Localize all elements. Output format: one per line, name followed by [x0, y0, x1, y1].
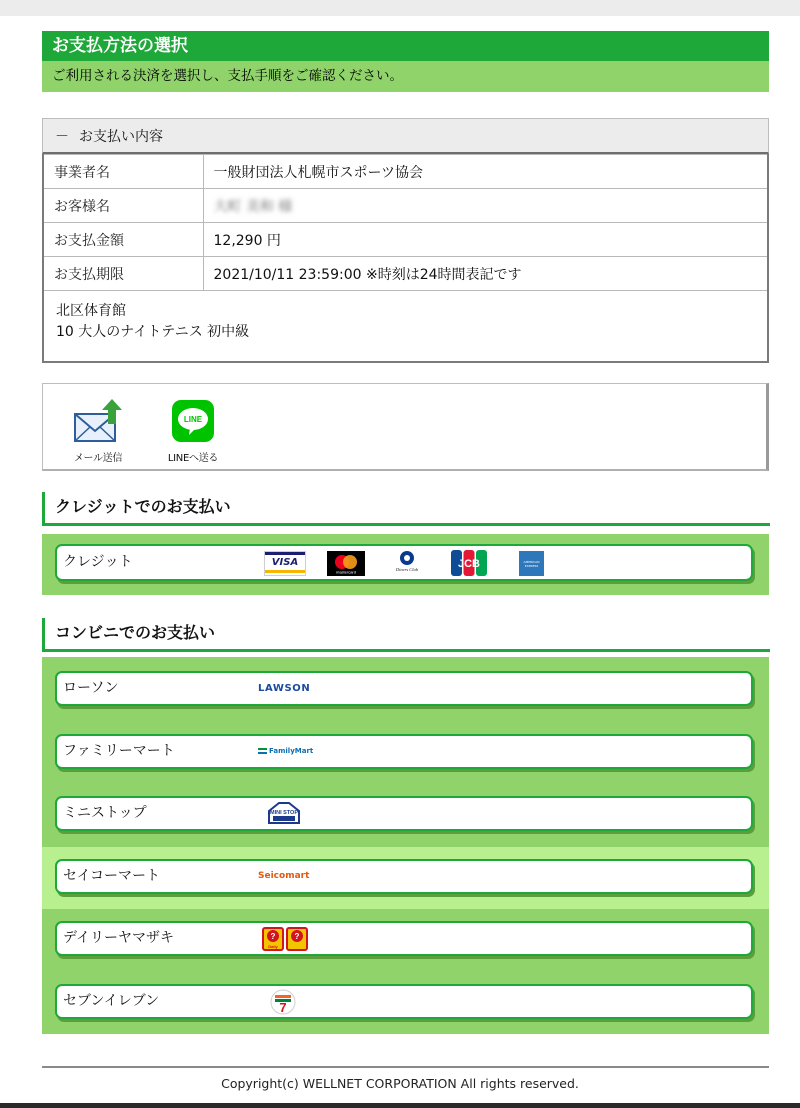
familymart-logo-text: FamilyMart [269, 747, 314, 755]
seicomart-button[interactable] [55, 859, 753, 894]
jcb-icon [451, 550, 487, 576]
payment-details-toggle[interactable] [42, 118, 769, 154]
jcb-logo [451, 550, 487, 576]
payment-details-table [42, 154, 769, 363]
row-label: お支払金額 [43, 223, 203, 257]
seveneleven-text: 7 [279, 1000, 287, 1015]
table-row [43, 291, 768, 362]
amex-logo: AMERICAN EXPRESS [519, 551, 544, 576]
page-title: お支払方法の選択 [42, 31, 769, 61]
footer-divider [42, 1066, 769, 1068]
mastercard-text: mastercard [335, 569, 357, 575]
seveneleven-label: セブンイレブン [63, 993, 160, 1009]
diners-logo [389, 549, 425, 577]
lawson-label: ローソン [63, 680, 119, 696]
dailyyamazaki-icon [262, 927, 308, 951]
line-icon [170, 398, 216, 444]
credit-section-title: クレジットでのお支払い [42, 492, 770, 526]
send-line-button[interactable] [158, 398, 228, 464]
merchant-name: 一般財団法人札幌市スポーツ協会 [203, 155, 768, 189]
lawson-button[interactable] [55, 671, 753, 706]
convenience-section-title: コンビニでのお支払い [42, 618, 770, 652]
row-label: お客様名 [43, 189, 203, 223]
dailyyamazaki-logo [262, 927, 308, 951]
table-row [43, 223, 768, 257]
mastercard-icon [327, 551, 365, 576]
daily-text: Daily [268, 944, 278, 949]
table-row [43, 257, 768, 291]
dailyyamazaki-label: デイリーヤマザキ [63, 930, 175, 946]
ministop-label: ミニストップ [63, 805, 147, 821]
payment-amount: 12,290 円 [203, 223, 768, 257]
seveneleven-button[interactable] [55, 984, 753, 1019]
seveneleven-logo [269, 988, 297, 1016]
jcb-text: JCB [457, 558, 481, 570]
bottom-bar [0, 1103, 800, 1108]
send-mail-button[interactable] [63, 398, 133, 464]
svg-text:?: ? [270, 932, 276, 941]
share-panel [42, 383, 769, 471]
table-row [43, 189, 768, 223]
mastercard-logo [327, 551, 365, 576]
mail-icon [72, 398, 124, 444]
payment-note [43, 291, 768, 362]
page-subtitle: ご利用される決済を選択し、支払手順をご確認ください。 [42, 61, 769, 92]
payment-deadline: 2021/10/11 23:59:00 ※時刻は24時間表記です [203, 257, 768, 291]
payment-details-heading: お支払い内容 [79, 129, 163, 145]
row-label: お支払期限 [43, 257, 203, 291]
credit-panel [42, 534, 769, 595]
familymart-logo [258, 747, 313, 755]
seicomart-logo: Seicomart [258, 871, 310, 881]
seicomart-label: セイコーマート [63, 868, 161, 884]
familymart-label: ファミリーマート [63, 743, 175, 759]
seveneleven-icon [269, 988, 297, 1016]
ministop-logo [265, 801, 303, 827]
credit-payment-button[interactable] [55, 544, 753, 581]
ministop-button[interactable] [55, 796, 753, 831]
payment-details [42, 118, 769, 363]
familymart-button[interactable] [55, 734, 753, 769]
collapse-icon: － [55, 129, 69, 145]
send-line-label: LINEへ送る [167, 453, 219, 464]
top-bar [0, 0, 800, 16]
lawson-logo: LAWSON [258, 683, 311, 694]
send-mail-label: メール送信 [73, 453, 123, 464]
familymart-stripe-icon [258, 748, 267, 754]
table-row [43, 155, 768, 189]
row-label: 事業者名 [43, 155, 203, 189]
svg-text:?: ? [294, 932, 300, 941]
convenience-panel [42, 657, 769, 1034]
dailyyamazaki-button[interactable] [55, 921, 753, 956]
diners-icon [389, 549, 425, 577]
visa-logo [264, 551, 306, 576]
customer-name [203, 189, 768, 223]
visa-text: VISA [271, 557, 299, 568]
note-line-2: 10 大人のナイトテニス 初中級 [56, 324, 250, 340]
note-line-1: 北区体育館 [56, 303, 126, 319]
footer-copyright: Copyright(c) WELLNET CORPORATION All rights reserved. [221, 1076, 579, 1091]
customer-name-blurred: 大町 美和 様 [213, 198, 293, 215]
ministop-icon [265, 801, 303, 827]
line-icon-text: LINE [183, 415, 203, 424]
page-header [42, 31, 769, 92]
credit-label: クレジット [63, 554, 133, 570]
diners-text: Diners Club [395, 567, 419, 572]
ministop-text: MINI STOP [269, 810, 299, 816]
